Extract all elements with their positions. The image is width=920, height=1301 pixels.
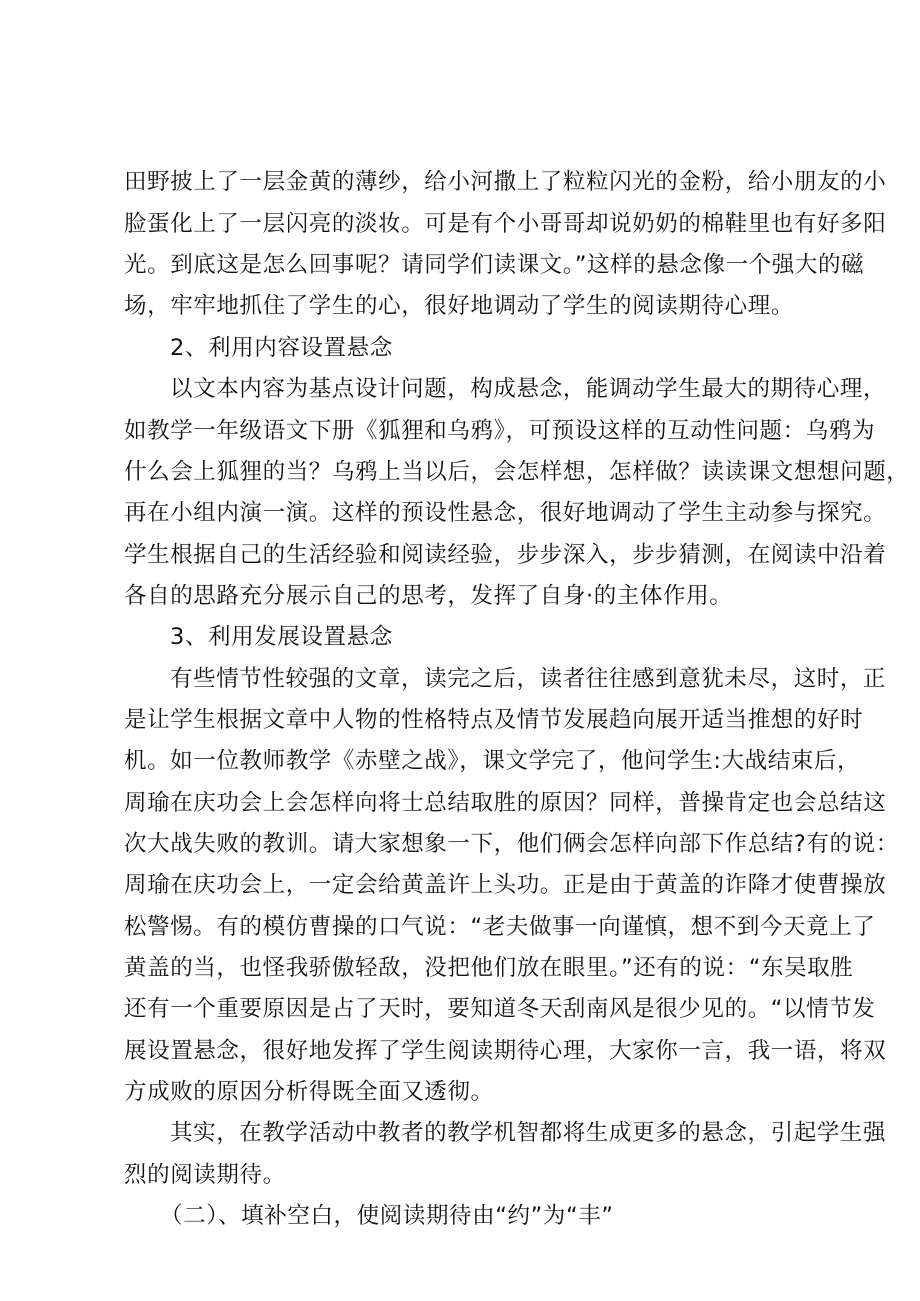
- text-line: 次大战失败的教训。请大家想象一下，他们俩会怎样向部下作总结?有的说：: [124, 831, 899, 857]
- text-line: 黄盖的当，也怪我骄傲轻敌，没把他们放在眼里。”还有的说：“东吴取胜: [124, 955, 854, 981]
- text-line: 如教学一年级语文下册《狐狸和乌鸦》，可预设这样的互动性问题：乌鸦为: [124, 418, 876, 444]
- section-heading: 2、利用内容设置悬念: [170, 335, 393, 361]
- text-line: 什么会上狐狸的当？乌鸦上当以后，会怎样想，怎样做？读读课文想想问题，: [124, 459, 910, 485]
- text-line: 田野披上了一层金黄的薄纱，给小河撒上了粒粒闪光的金粉，给小朋友的小: [124, 169, 887, 195]
- text-line: 以文本内容为基点设计问题，构成悬念，能调动学生最大的期待心理，: [170, 376, 887, 402]
- text-line: 松警惕。有的模仿曹操的口气说：“老夫做事一向谨慎，想不到今天竟上了: [124, 914, 876, 940]
- text-line: 各自的思路充分展示自己的思考，发挥了自身·的主体作用。: [124, 583, 733, 609]
- text-line: 方成败的原因分析得既全面又透彻。: [124, 1079, 494, 1105]
- text-line: 烈的阅读期待。: [124, 1162, 286, 1188]
- text-line: 脸蛋化上了一层闪亮的淡妆。可是有个小哥哥却说奶奶的棉鞋里也有好多阳: [124, 211, 887, 237]
- text-line: 还有一个重要原因是占了天时，要知道冬天刮南风是很少见的。“以情节发: [124, 996, 876, 1022]
- section-heading: （二）、填补空白，使阅读期待由“约”为“丰”: [160, 1203, 614, 1229]
- text-line: 机。如一位教师教学《赤壁之战》，课文学完了，他问学生:大战结束后，: [124, 748, 861, 774]
- text-line: 有些情节性较强的文章，读完之后，读者往往感到意犹未尽，这时，正: [170, 666, 887, 692]
- text-line: 周瑜在庆功会上，一定会给黄盖许上头功。正是由于黄盖的诈降才使曹操放: [124, 872, 887, 898]
- text-line: 是让学生根据文章中人物的性格特点及情节发展趋向展开适当推想的好时: [124, 707, 864, 733]
- text-line: 周瑜在庆功会上会怎样向将士总结取胜的原因？同样，普操肯定也会总结这: [124, 790, 887, 816]
- text-line: 场，牢牢地抓住了学生的心，很好地调动了学生的阅读期待心理。: [124, 293, 794, 319]
- section-heading: 3、利用发展设置悬念: [170, 624, 393, 650]
- text-line: 再在小组内演一演。这样的预设性悬念，很好地调动了学生主动参与探究。: [124, 500, 887, 526]
- text-line: 光。到底这是怎么回事呢？请同学们读课文。”这样的悬念像一个强大的磁: [124, 252, 865, 278]
- text-line: 学生根据自己的生活经验和阅读经验，步步深入，步步猜测，在阅读中沿着: [124, 542, 887, 568]
- text-line: 其实，在教学活动中教者的教学机智都将生成更多的悬念，引起学生强: [170, 1120, 887, 1146]
- text-line: 展设置悬念，很好地发挥了学生阅读期待心理，大家你一言，我一语，将双: [124, 1038, 887, 1064]
